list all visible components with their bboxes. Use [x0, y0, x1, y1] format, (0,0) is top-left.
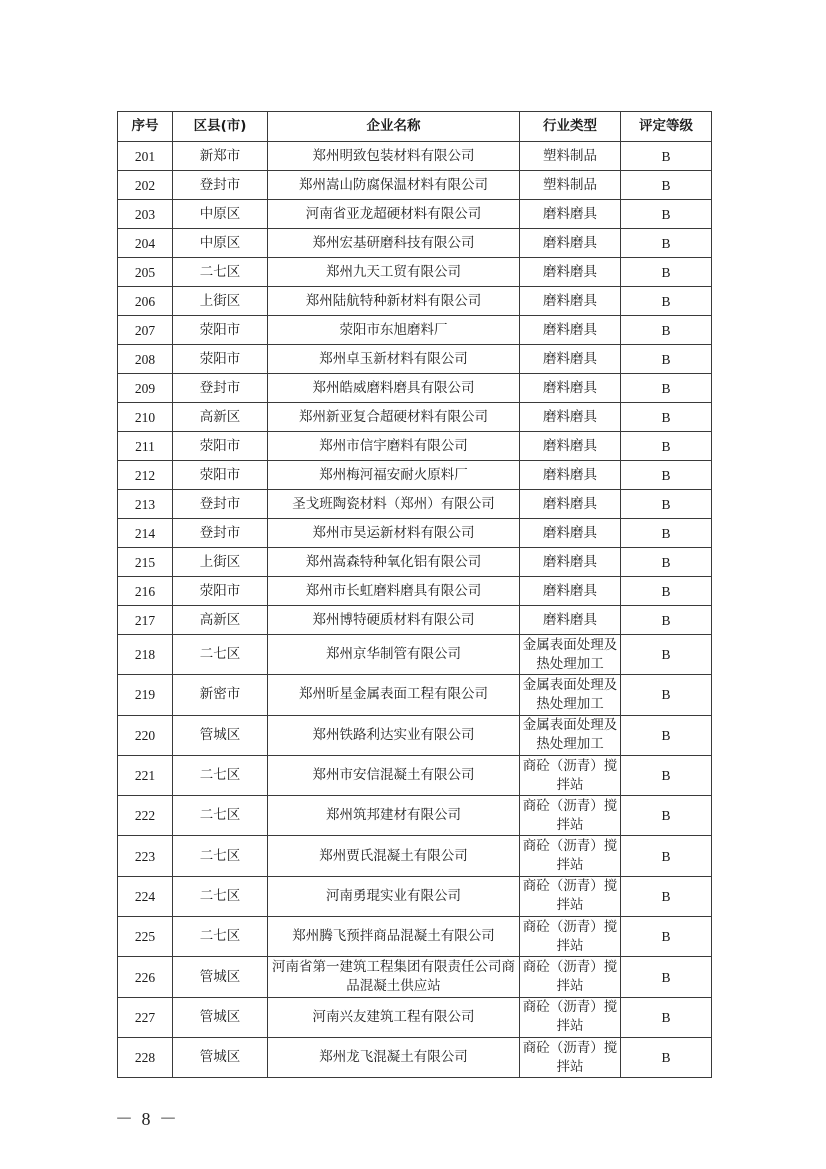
cell-district: 二七区	[173, 917, 268, 957]
cell-district: 高新区	[173, 403, 268, 432]
cell-district: 中原区	[173, 200, 268, 229]
table-row	[118, 957, 712, 997]
table-row	[118, 403, 712, 432]
cell-rating-grade: B	[621, 548, 712, 577]
cell-industry-type: 磨料磨具	[520, 374, 621, 403]
cell-industry-type: 塑料制品	[520, 142, 621, 171]
cell-industry-type: 磨料磨具	[520, 316, 621, 345]
cell-rating-grade: B	[621, 519, 712, 548]
cell-company-name: 郑州市安信混凝土有限公司	[268, 755, 520, 795]
table-row	[118, 229, 712, 258]
cell-company-name: 郑州新亚复合超硬材料有限公司	[268, 403, 520, 432]
cell-industry-type: 磨料磨具	[520, 432, 621, 461]
cell-company-name: 河南省亚龙超硬材料有限公司	[268, 200, 520, 229]
cell-company-name: 郑州卓玉新材料有限公司	[268, 345, 520, 374]
cell-district: 二七区	[173, 258, 268, 287]
table-header-row	[118, 112, 712, 142]
cell-company-name: 郑州嵩山防腐保温材料有限公司	[268, 171, 520, 200]
table-row	[118, 432, 712, 461]
cell-serial-number: 215	[118, 548, 173, 577]
table-body	[118, 142, 712, 1078]
cell-rating-grade: B	[621, 755, 712, 795]
cell-company-name: 郑州龙飞混凝土有限公司	[268, 1037, 520, 1077]
table-row	[118, 345, 712, 374]
cell-industry-type: 商砼（沥青）搅拌站	[520, 755, 621, 795]
cell-rating-grade: B	[621, 675, 712, 715]
cell-district: 二七区	[173, 796, 268, 836]
cell-serial-number: 226	[118, 957, 173, 997]
cell-company-name: 郑州九天工贸有限公司	[268, 258, 520, 287]
enterprise-rating-table	[117, 111, 712, 1078]
cell-district: 新郑市	[173, 142, 268, 171]
cell-serial-number: 208	[118, 345, 173, 374]
cell-serial-number: 221	[118, 755, 173, 795]
cell-industry-type: 磨料磨具	[520, 229, 621, 258]
cell-serial-number: 210	[118, 403, 173, 432]
cell-company-name: 郑州筑邦建材有限公司	[268, 796, 520, 836]
cell-serial-number: 206	[118, 287, 173, 316]
cell-district: 荥阳市	[173, 461, 268, 490]
cell-serial-number: 213	[118, 490, 173, 519]
cell-industry-type: 塑料制品	[520, 171, 621, 200]
page-number: － 8 －	[115, 1109, 179, 1129]
cell-rating-grade: B	[621, 374, 712, 403]
table-row	[118, 997, 712, 1037]
cell-company-name: 郑州明致包装材料有限公司	[268, 142, 520, 171]
table-row	[118, 1037, 712, 1077]
cell-district: 高新区	[173, 606, 268, 635]
cell-industry-type: 商砼（沥青）搅拌站	[520, 1037, 621, 1077]
cell-company-name: 河南勇琨实业有限公司	[268, 876, 520, 916]
cell-serial-number: 214	[118, 519, 173, 548]
cell-district: 管城区	[173, 957, 268, 997]
cell-rating-grade: B	[621, 461, 712, 490]
cell-industry-type: 商砼（沥青）搅拌站	[520, 876, 621, 916]
cell-rating-grade: B	[621, 577, 712, 606]
cell-rating-grade: B	[621, 836, 712, 876]
cell-district: 二七区	[173, 755, 268, 795]
cell-company-name: 河南省第一建筑工程集团有限责任公司商品混凝土供应站	[268, 957, 520, 997]
cell-company-name: 郑州腾飞预拌商品混凝土有限公司	[268, 917, 520, 957]
cell-serial-number: 211	[118, 432, 173, 461]
cell-industry-type: 磨料磨具	[520, 403, 621, 432]
cell-company-name: 郑州铁路利达实业有限公司	[268, 715, 520, 755]
cell-serial-number: 201	[118, 142, 173, 171]
cell-serial-number: 207	[118, 316, 173, 345]
cell-district: 上街区	[173, 548, 268, 577]
cell-serial-number: 219	[118, 675, 173, 715]
cell-company-name: 郑州市长虹磨料磨具有限公司	[268, 577, 520, 606]
cell-district: 登封市	[173, 490, 268, 519]
table-row	[118, 519, 712, 548]
cell-industry-type: 商砼（沥青）搅拌站	[520, 917, 621, 957]
cell-serial-number: 223	[118, 836, 173, 876]
cell-serial-number: 225	[118, 917, 173, 957]
cell-serial-number: 202	[118, 171, 173, 200]
cell-industry-type: 磨料磨具	[520, 519, 621, 548]
cell-rating-grade: B	[621, 200, 712, 229]
table-row	[118, 316, 712, 345]
table-row	[118, 675, 712, 715]
cell-rating-grade: B	[621, 229, 712, 258]
table-row	[118, 548, 712, 577]
cell-company-name: 郑州昕星金属表面工程有限公司	[268, 675, 520, 715]
cell-serial-number: 205	[118, 258, 173, 287]
cell-serial-number: 203	[118, 200, 173, 229]
cell-serial-number: 222	[118, 796, 173, 836]
cell-rating-grade: B	[621, 171, 712, 200]
cell-district: 管城区	[173, 1037, 268, 1077]
cell-district: 荥阳市	[173, 345, 268, 374]
cell-serial-number: 218	[118, 635, 173, 675]
cell-rating-grade: B	[621, 957, 712, 997]
cell-serial-number: 212	[118, 461, 173, 490]
cell-rating-grade: B	[621, 432, 712, 461]
cell-rating-grade: B	[621, 316, 712, 345]
cell-serial-number: 228	[118, 1037, 173, 1077]
cell-industry-type: 磨料磨具	[520, 548, 621, 577]
cell-district: 登封市	[173, 171, 268, 200]
cell-district: 二七区	[173, 836, 268, 876]
cell-industry-type: 商砼（沥青）搅拌站	[520, 997, 621, 1037]
table-row	[118, 374, 712, 403]
table-row	[118, 796, 712, 836]
cell-company-name: 荥阳市东旭磨料厂	[268, 316, 520, 345]
table-row	[118, 917, 712, 957]
cell-rating-grade: B	[621, 876, 712, 916]
header-industry-type: 行业类型	[520, 112, 621, 142]
table-row	[118, 876, 712, 916]
cell-company-name: 郑州博特硬质材料有限公司	[268, 606, 520, 635]
cell-rating-grade: B	[621, 715, 712, 755]
cell-industry-type: 磨料磨具	[520, 577, 621, 606]
cell-district: 二七区	[173, 876, 268, 916]
cell-rating-grade: B	[621, 258, 712, 287]
cell-industry-type: 商砼（沥青）搅拌站	[520, 957, 621, 997]
header-serial-number: 序号	[118, 112, 173, 142]
cell-industry-type: 磨料磨具	[520, 200, 621, 229]
table-row	[118, 755, 712, 795]
table-row	[118, 490, 712, 519]
table-row	[118, 258, 712, 287]
cell-industry-type: 商砼（沥青）搅拌站	[520, 796, 621, 836]
cell-serial-number: 209	[118, 374, 173, 403]
cell-district: 荥阳市	[173, 577, 268, 606]
cell-industry-type: 磨料磨具	[520, 258, 621, 287]
header-rating-grade: 评定等级	[621, 112, 712, 142]
cell-district: 新密市	[173, 675, 268, 715]
cell-company-name: 郑州梅河福安耐火原料厂	[268, 461, 520, 490]
header-district: 区县(市)	[173, 112, 268, 142]
cell-rating-grade: B	[621, 997, 712, 1037]
cell-company-name: 郑州市昊运新材料有限公司	[268, 519, 520, 548]
cell-industry-type: 磨料磨具	[520, 461, 621, 490]
cell-rating-grade: B	[621, 796, 712, 836]
cell-serial-number: 216	[118, 577, 173, 606]
table-row	[118, 715, 712, 755]
cell-serial-number: 224	[118, 876, 173, 916]
cell-industry-type: 磨料磨具	[520, 490, 621, 519]
cell-rating-grade: B	[621, 917, 712, 957]
cell-industry-type: 金属表面处理及热处理加工	[520, 715, 621, 755]
cell-industry-type: 商砼（沥青）搅拌站	[520, 836, 621, 876]
table-row	[118, 606, 712, 635]
cell-serial-number: 204	[118, 229, 173, 258]
cell-rating-grade: B	[621, 142, 712, 171]
cell-rating-grade: B	[621, 403, 712, 432]
cell-serial-number: 217	[118, 606, 173, 635]
cell-district: 荥阳市	[173, 316, 268, 345]
cell-rating-grade: B	[621, 1037, 712, 1077]
table-row	[118, 287, 712, 316]
table-row	[118, 461, 712, 490]
cell-company-name: 郑州京华制管有限公司	[268, 635, 520, 675]
cell-industry-type: 磨料磨具	[520, 606, 621, 635]
cell-industry-type: 金属表面处理及热处理加工	[520, 675, 621, 715]
cell-industry-type: 金属表面处理及热处理加工	[520, 635, 621, 675]
cell-company-name: 郑州陆航特种新材料有限公司	[268, 287, 520, 316]
cell-district: 二七区	[173, 635, 268, 675]
header-company-name: 企业名称	[268, 112, 520, 142]
cell-serial-number: 227	[118, 997, 173, 1037]
cell-rating-grade: B	[621, 490, 712, 519]
table-row	[118, 836, 712, 876]
cell-rating-grade: B	[621, 606, 712, 635]
cell-company-name: 郑州市信宇磨料有限公司	[268, 432, 520, 461]
cell-company-name: 河南兴友建筑工程有限公司	[268, 997, 520, 1037]
table-row	[118, 171, 712, 200]
cell-district: 上街区	[173, 287, 268, 316]
cell-district: 中原区	[173, 229, 268, 258]
cell-serial-number: 220	[118, 715, 173, 755]
cell-district: 登封市	[173, 374, 268, 403]
cell-district: 管城区	[173, 715, 268, 755]
cell-district: 荥阳市	[173, 432, 268, 461]
cell-district: 管城区	[173, 997, 268, 1037]
cell-rating-grade: B	[621, 635, 712, 675]
cell-company-name: 郑州嵩森特种氧化铝有限公司	[268, 548, 520, 577]
cell-district: 登封市	[173, 519, 268, 548]
cell-company-name: 郑州宏基研磨科技有限公司	[268, 229, 520, 258]
cell-rating-grade: B	[621, 287, 712, 316]
cell-industry-type: 磨料磨具	[520, 287, 621, 316]
table-row	[118, 142, 712, 171]
table-row	[118, 635, 712, 675]
table-row	[118, 577, 712, 606]
cell-company-name: 郑州皓威磨料磨具有限公司	[268, 374, 520, 403]
cell-company-name: 郑州贾氏混凝土有限公司	[268, 836, 520, 876]
table-row	[118, 200, 712, 229]
cell-industry-type: 磨料磨具	[520, 345, 621, 374]
cell-company-name: 圣戈班陶瓷材料（郑州）有限公司	[268, 490, 520, 519]
cell-rating-grade: B	[621, 345, 712, 374]
